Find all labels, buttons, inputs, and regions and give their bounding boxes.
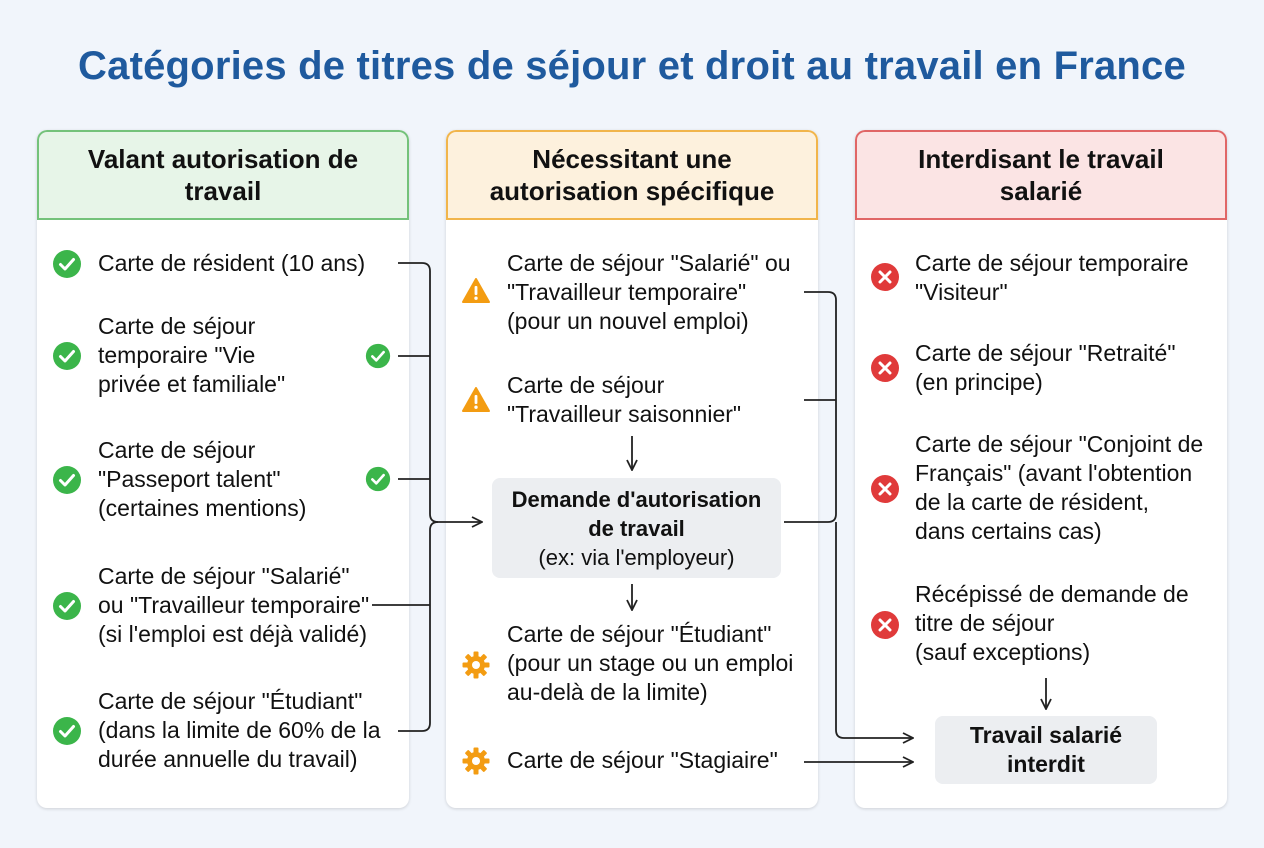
x-circle-icon: [870, 353, 900, 383]
list-item-green-1: Carte de résident (10 ans): [98, 250, 366, 276]
panel-header-orange: Nécessitant une autorisation spécifique: [446, 130, 818, 220]
check-circle-icon: [52, 249, 82, 279]
center-box-line2: de travail: [588, 515, 685, 541]
panel-header-red: Interdisant le travail salarié: [855, 130, 1227, 220]
warning-triangle-icon: [461, 385, 491, 415]
center-box-line3: (ex: via l'employeur): [538, 544, 735, 570]
list-item-orange-1: Carte de séjour "Salarié" ou "Travailleur temporaire" (pour un nouvel emploi): [507, 250, 791, 334]
list-item-red-1: Carte de séjour temporaire "Visiteur": [915, 250, 1189, 305]
check-circle-icon: [52, 341, 82, 371]
list-item-red-4: Récépissé de demande de titre de séjour (sauf exceptions): [915, 581, 1189, 665]
list-item-orange-4: Carte de séjour "Stagiaire": [507, 747, 778, 773]
check-circle-icon: [52, 465, 82, 495]
final-box-line2: interdit: [1007, 751, 1085, 777]
x-circle-icon: [870, 610, 900, 640]
list-item-green-2: Carte de séjour temporaire "Vie privée et familiale": [98, 313, 286, 397]
list-item-green-3: Carte de séjour "Passeport talent" (certaines mentions): [98, 437, 307, 521]
work-authorization-request-box: [492, 478, 781, 578]
check-circle-icon: [52, 591, 82, 621]
page-title: Catégories de titres de séjour et droit au travail en France: [78, 44, 1186, 88]
check-circle-icon: [365, 466, 391, 492]
final-box-line1: Travail salarié: [969, 722, 1123, 748]
gear-icon: [461, 650, 491, 680]
list-item-red-2: Carte de séjour "Retraité" (en principe): [915, 340, 1176, 395]
x-circle-icon: [870, 262, 900, 292]
warning-triangle-icon: [461, 276, 491, 306]
list-item-green-5: Carte de séjour "Étudiant" (dans la limite de 60% de la durée annuelle du travail): [98, 688, 381, 772]
x-circle-icon: [870, 474, 900, 504]
list-item-orange-2: Carte de séjour "Travailleur saisonnier": [507, 372, 742, 427]
gear-icon: [461, 746, 491, 776]
work-forbidden-box: [935, 716, 1157, 784]
check-circle-icon: [365, 343, 391, 369]
panel-header-green: Valant autorisation de travail: [37, 130, 409, 220]
list-item-green-4: Carte de séjour "Salarié" ou "Travailleur temporaire" (si l'emploi est déjà validé): [98, 563, 370, 647]
list-item-red-3: Carte de séjour "Conjoint de Français" (avant l'obtention de la carte de résident, dans certains cas): [915, 431, 1204, 544]
center-box-line1: Demande d'autorisation: [511, 486, 762, 512]
check-circle-icon: [52, 716, 82, 746]
list-item-orange-3: Carte de séjour "Étudiant" (pour un stage ou un emploi au-delà de la limite): [507, 621, 794, 705]
